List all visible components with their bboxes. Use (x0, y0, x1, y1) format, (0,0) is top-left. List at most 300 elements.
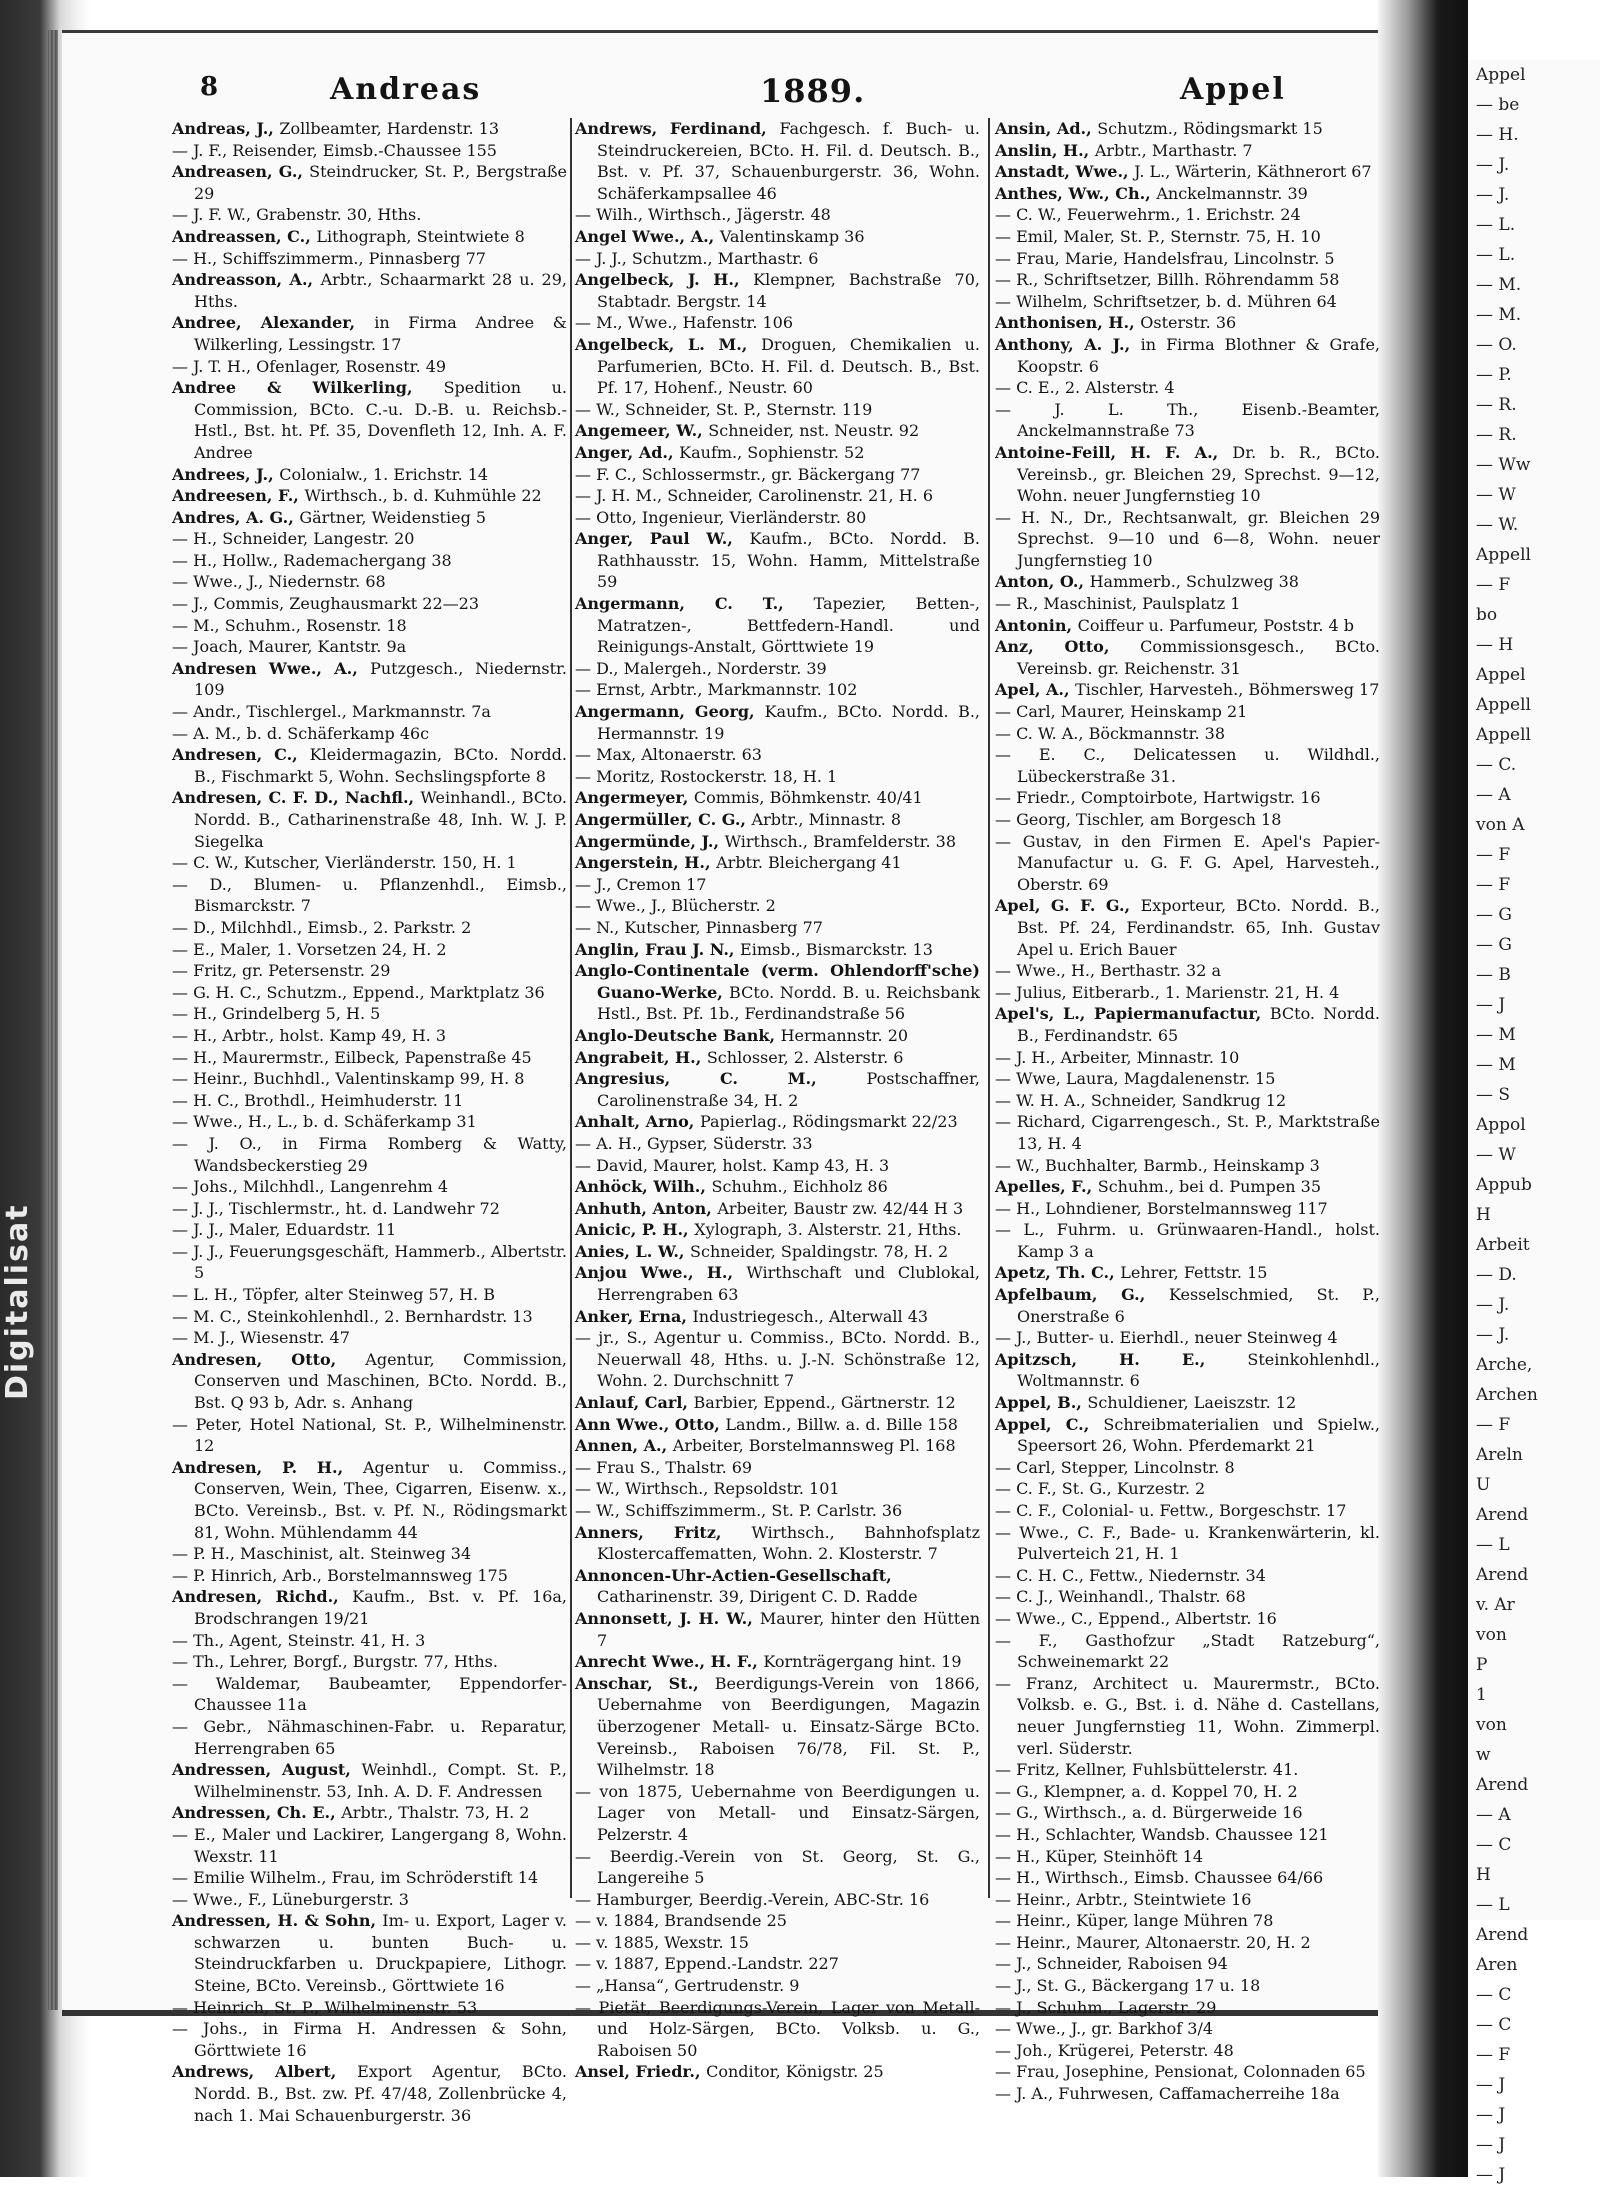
entry-details: Beerdigungs-Verein von 1866, Uebernahme von Beerdigungen, Magazin überzogener Metall- u. Einsatz-Särge BCto. Vereinsb., Raboisen 76/78, Fil. St. P., Wilhelmstr. 18 (597, 1673, 980, 1780)
entry-details: — Wwe, Laura, Magdalenenstr. 15 (995, 1069, 1276, 1089)
directory-entry (172, 1867, 567, 1889)
entry-details: — F., Gasthofzur „Stadt Ratzeburg“, Schweinemarkt 22 (995, 1630, 1380, 1672)
directory-entry (575, 809, 980, 831)
directory-entry (172, 204, 567, 226)
entry-details: — J., Commis, Zeughausmarkt 22—23 (172, 594, 480, 614)
entry-details: Lithograph, Steintwiete 8 (316, 226, 525, 246)
entry-name: Andresen, C., (172, 745, 310, 765)
facing-page-line: — H (1476, 635, 1514, 655)
entry-details: — H. C., Brothdl., Heimhuderstr. 11 (172, 1090, 464, 1110)
entry-details: — A. H., Gypser, Süderstr. 33 (575, 1133, 813, 1153)
directory-entry (575, 593, 980, 658)
directory-entry (172, 356, 567, 378)
directory-entry (575, 1673, 980, 1781)
entry-details: — Heinr., Maurer, Altonaerstr. 20, H. 2 (995, 1932, 1311, 1952)
directory-entry (995, 1349, 1380, 1392)
directory-entry (575, 1565, 980, 1608)
entry-name: Apetz, Th. C., (995, 1263, 1121, 1283)
directory-entry (995, 1003, 1380, 1046)
entry-name: Apel, A., (995, 680, 1076, 700)
directory-entry (995, 615, 1380, 637)
entry-name: Andree & Wilkerling, (172, 378, 444, 398)
entry-details: — Joh., Krügerei, Peterstr. 48 (995, 2040, 1234, 2060)
entry-details: Arbtr., Thalstr. 73, H. 2 (341, 1803, 530, 1823)
directory-entry (172, 744, 567, 787)
directory-entry (995, 895, 1380, 960)
directory-entry (995, 1608, 1380, 1630)
entry-name: Angel Wwe., A., (575, 226, 720, 246)
entry-details: — J. F. W., Grabenstr. 30, Hths. (172, 205, 422, 225)
directory-entry (172, 960, 567, 982)
directory-entry (172, 1025, 567, 1047)
entry-details: Arbtr. Bleichergang 41 (716, 853, 902, 873)
facing-page-line: H (1476, 1205, 1491, 1225)
directory-entry (575, 1155, 980, 1177)
entry-name: Anthes, Ww., Ch., (995, 183, 1157, 203)
entry-details: — Wwe., J., gr. Barkhof 3/4 (995, 2019, 1214, 2039)
directory-entry (575, 874, 980, 896)
facing-page-line: — F (1476, 1415, 1511, 1435)
directory-entry (995, 1262, 1380, 1284)
entry-details: — W. H. A., Schneider, Sandkrug 12 (995, 1090, 1287, 1110)
directory-entry (575, 831, 980, 853)
entry-details: — J., Butter- u. Eierhdl., neuer Steinweg 4 (995, 1328, 1338, 1348)
entry-name: Andressen, August, (172, 1760, 362, 1780)
directory-entry (575, 1176, 980, 1198)
entry-details: — Peter, Hotel National, St. P., Wilhelminenstr. 12 (172, 1414, 567, 1456)
directory-entry (575, 204, 980, 226)
entry-details: — Johs., Milchhdl., Langenrehm 4 (172, 1177, 449, 1197)
directory-entry (575, 1953, 980, 1975)
directory-entry (995, 183, 1380, 205)
directory-entry (995, 1198, 1380, 1220)
entry-name: Anger, Ad., (575, 442, 680, 462)
entry-details: — Wwe., C. F., Bade- u. Krankenwärterin, kl. Pulverteich 21, H. 1 (995, 1522, 1380, 1564)
entry-name: Anhuth, Anton, (575, 1198, 718, 1218)
entry-details: — Heinr., Küper, lange Mühren 78 (995, 1911, 1274, 1931)
facing-page-line: — A (1476, 1805, 1511, 1825)
directory-entry (172, 2061, 567, 2126)
entry-details: — H., Maurermstr., Eilbeck, Papenstraße 45 (172, 1047, 532, 1067)
facing-page-line: — S (1476, 1085, 1511, 1105)
entry-details: — G., Wirthsch., a. d. Bürgerweide 16 (995, 1803, 1303, 1823)
entry-details: — v. 1887, Eppend.-Landstr. 227 (575, 1954, 839, 1974)
directory-entry (995, 140, 1380, 162)
entry-details: — G. H. C., Schutzm., Eppend., Marktplatz 36 (172, 982, 545, 1002)
entry-name: Anlauf, Carl, (575, 1393, 694, 1413)
entry-details: Im- u. Export, Lager v. schwarzen u. bunten Buch- u. Steindruckfarben u. Druckpapiere, Lithogr. Steine, BCto. Vereinsb., Görttwiete 16 (194, 1911, 567, 1996)
entry-details: — Emilie Wilhelm., Frau, im Schröderstift 14 (172, 1868, 539, 1888)
directory-entry (172, 1306, 567, 1328)
entry-name: Anthonisen, H., (995, 313, 1141, 333)
directory-column-1 (172, 118, 568, 2125)
entry-name: Angermünde, J., (575, 831, 725, 851)
entry-details: — J. O., in Firma Romberg & Watty, Wandsbeckerstieg 29 (172, 1133, 567, 1175)
directory-entry (172, 1327, 567, 1349)
directory-entry (995, 982, 1380, 1004)
entry-details: — Friedr., Comptoirbote, Hartwigstr. 16 (995, 788, 1321, 808)
entry-details: — J. J., Tischlermstr., ht. d. Landwehr 72 (172, 1198, 500, 1218)
entry-details: — David, Maurer, holst. Kamp 43, H. 3 (575, 1155, 890, 1175)
entry-details: — P. Hinrich, Arb., Borstelmannsweg 175 (172, 1565, 508, 1585)
facing-page-line: Appell (1476, 545, 1531, 565)
facing-page-line: w (1476, 1745, 1491, 1765)
entry-name: Angermüller, C. G., (575, 810, 752, 829)
entry-details: — Waldemar, Baubeamter, Eppendorfer-Chaussee 11a (172, 1673, 567, 1715)
facing-page-line: Arend (1476, 1925, 1529, 1945)
directory-entry (172, 118, 567, 140)
entry-details: Wirthsch., Bahnhofsplatz Klostercaffematten, Wohn. 2. Klosterstr. 7 (597, 1522, 980, 1564)
entry-details: — Wwe., C., Eppend., Albertstr. 16 (995, 1608, 1277, 1628)
entry-details: Schuldiener, Laeiszstr. 12 (1087, 1393, 1297, 1413)
entry-details: Exporteur, BCto. Nordd. B., Bst. Pf. 24, Ferdinandstr. 65, Inh. Gustav Apel u. Erich Bauer (1017, 896, 1380, 959)
entry-name: Andressen, H. & Sohn, (172, 1911, 383, 1931)
directory-entry (995, 787, 1380, 809)
entry-details: — J. J., Maler, Eduardstr. 11 (172, 1220, 397, 1240)
facing-page-line: 1 (1476, 1685, 1487, 1705)
directory-entry (172, 1284, 567, 1306)
directory-entry (575, 939, 980, 961)
entry-details: — Otto, Ingenieur, Vierländerstr. 80 (575, 507, 867, 527)
directory-entry (575, 1327, 980, 1392)
directory-entry (575, 2061, 980, 2083)
entry-details: — F. C., Schlossermstr., gr. Bäckergang 77 (575, 464, 921, 484)
entry-details: — W., Wirthsch., Repsoldstr. 101 (575, 1479, 840, 1499)
entry-details: — Franz, Architect u. Maurermstr., BCto. Volksb. e. G., Bst. i. d. Nähe d. Castellans, neuer Jungfernstieg 11, Wohn. Zimmerpl. verl. Süderstr. (995, 1673, 1380, 1758)
entry-name: Angemeer, W., (575, 421, 709, 441)
entry-details: — D., Milchhdl., Eimsb., 2. Parkstr. 2 (172, 917, 472, 937)
entry-details: — Carl, Maurer, Heinskamp 21 (995, 702, 1248, 722)
entry-details: Kaufm., BCto. Nordd. B., Hermannstr. 19 (597, 702, 981, 743)
entry-name: Anschar, St., (575, 1673, 715, 1693)
directory-entry (995, 1457, 1380, 1479)
entry-details: — C. W., Feuerwehrm., 1. Erichstr. 24 (995, 205, 1301, 225)
entry-details: — Th., Lehrer, Borgf., Burgstr. 77, Hths. (172, 1652, 498, 1672)
directory-entry (995, 1910, 1380, 1932)
directory-entry (995, 1327, 1380, 1349)
directory-entry (995, 1953, 1380, 1975)
entry-details: — Carl, Stepper, Lincolnstr. 8 (995, 1457, 1235, 1477)
facing-page-line: — C (1476, 1985, 1512, 2005)
facing-page-line: — L. (1476, 245, 1516, 265)
entry-details: Kaufm., BCto. Nordd. B. Rathhausstr. 15, Wohn. Hamm, Mittelstraße 59 (597, 529, 980, 592)
directory-entry (995, 1673, 1380, 1759)
side-watermark-label: Digitalisat (0, 1203, 35, 1400)
directory-entry (575, 1133, 980, 1155)
directory-entry (995, 161, 1380, 183)
directory-entry (575, 766, 980, 788)
facing-page-line: — Ww (1476, 455, 1531, 475)
directory-entry (172, 701, 567, 723)
directory-entry (575, 1932, 980, 1954)
entry-details: — C. H. C., Fettw., Niedernstr. 34 (995, 1565, 1266, 1585)
directory-entry (995, 2018, 1380, 2040)
header-year: 1889. (760, 72, 866, 110)
entry-details: — H., Wirthsch., Eimsb. Chaussee 64/66 (995, 1868, 1324, 1888)
entry-details: — D., Malergeh., Norderstr. 39 (575, 658, 827, 678)
entry-name: Anslin, H., (995, 140, 1095, 160)
facing-page-line: — C. (1476, 755, 1517, 775)
entry-details: — M., Wwe., Hafenstr. 106 (575, 313, 794, 333)
entry-details: — H. N., Dr., Rechtsanwalt, gr. Bleichen 29 Sprechst. 9—10 und 6—8, Wohn. neuer Jungfernstieg 10 (995, 507, 1380, 570)
facing-page-fragment (1468, 60, 1600, 2185)
entry-details: Kleidermagazin, BCto. Nordd. B., Fischmarkt 5, Wohn. Sechslingspforte 8 (194, 745, 567, 786)
page-number: 8 (200, 72, 219, 102)
directory-entry (575, 420, 980, 442)
entry-details: Catharinenstr. 39, Dirigent C. D. Radde (597, 1587, 918, 1607)
directory-entry (995, 723, 1380, 745)
directory-entry (995, 809, 1380, 831)
entry-details: — v. 1884, Brandsende 25 (575, 1911, 787, 1931)
entry-details: — Wilhelm, Schriftsetzer, b. d. Mühren 64 (995, 291, 1337, 311)
directory-entry (995, 1047, 1380, 1069)
facing-page-line: — J (1476, 995, 1506, 1015)
entry-details: — Heinrich, St. P., Wilhelminenstr. 53 (172, 1997, 478, 2017)
directory-entry (172, 1133, 567, 1176)
entry-details: — A. M., b. d. Schäferkamp 46c (172, 723, 430, 743)
entry-details: — L. H., Töpfer, alter Steinweg 57, H. B (172, 1285, 495, 1305)
entry-details: — J. J., Feuerungsgeschäft, Hammerb., Albertstr. 5 (172, 1241, 567, 1283)
entry-name: Andree, Alexander, (172, 313, 375, 333)
facing-page-line: — L (1476, 1535, 1510, 1555)
directory-entry (575, 1025, 980, 1047)
entry-name: Anz, Otto, (995, 637, 1141, 657)
directory-entry (172, 939, 567, 961)
entry-details: Schneider, nst. Neustr. 92 (708, 421, 920, 441)
facing-page-line: — W. (1476, 515, 1519, 535)
directory-entry (995, 1500, 1380, 1522)
directory-entry (575, 679, 980, 701)
entry-name: Apel's, L., Papiermanufactur, (995, 1004, 1270, 1024)
directory-entry (995, 744, 1380, 787)
directory-entry (575, 744, 980, 766)
entry-name: Andreassen, C., (172, 226, 317, 246)
directory-entry (172, 140, 567, 162)
directory-entry (995, 399, 1380, 442)
entry-details: — H., Schiffszimmerm., Pinnasberg 77 (172, 248, 486, 268)
entry-details: Tapezier, Betten-, Matratzen-, Bettfedern-Handl. und Reinigungs-Anstalt, Görttwiete 19 (597, 594, 980, 657)
directory-entry (575, 1781, 980, 1846)
column-separator (570, 118, 572, 1898)
entry-details: Arbeiter, Baustr zw. 42/44 H 3 (717, 1198, 964, 1218)
entry-details: — Emil, Maler, St. P., Sternstr. 75, H. 10 (995, 226, 1321, 246)
directory-entry (172, 464, 567, 486)
directory-entry (995, 1176, 1380, 1198)
entry-details: — Heinr., Arbtr., Steintwiete 16 (995, 1889, 1252, 1909)
directory-entry (575, 464, 980, 486)
entry-details: Hermannstr. 20 (780, 1025, 909, 1045)
entry-details: Kornträgergang hint. 19 (763, 1652, 962, 1672)
facing-page-line: — M (1476, 1055, 1516, 1075)
directory-entry (575, 528, 980, 593)
entry-name: Andres, A. G., (172, 507, 300, 527)
facing-page-line: Appol (1476, 1115, 1526, 1135)
directory-entry (172, 1003, 567, 1025)
directory-entry (995, 679, 1380, 701)
directory-entry (172, 1630, 567, 1652)
directory-entry (995, 1111, 1380, 1154)
directory-entry (172, 1673, 567, 1716)
directory-entry (995, 1781, 1380, 1803)
facing-page-line: — J. (1476, 1325, 1510, 1345)
entry-details: — Wwe., H., Berthastr. 32 a (995, 961, 1221, 981)
directory-entry (995, 312, 1380, 334)
entry-details: BCto. Nordd. B. u. Reichsbank Hstl., Bst. Pf. 1b., Ferdinandstraße 56 (597, 982, 981, 1024)
entry-details: Barbier, Eppend., Gärtnerstr. 12 (693, 1393, 956, 1413)
directory-entry (575, 226, 980, 248)
entry-details: Schuhm., bei d. Pumpen 35 (1097, 1177, 1322, 1197)
facing-page-line: — J. (1476, 155, 1510, 175)
facing-page-line: — F (1476, 845, 1511, 865)
directory-entry (575, 507, 980, 529)
directory-entry (995, 636, 1380, 679)
directory-entry (995, 1630, 1380, 1673)
entry-details: J. L., Wärterin, Käthnerort 67 (1134, 162, 1372, 182)
directory-entry (575, 1306, 980, 1328)
entry-details: Gärtner, Weidenstieg 5 (299, 507, 487, 527)
entry-name: Appel, B., (995, 1393, 1088, 1413)
entry-name: Angresius, C. M., (575, 1069, 867, 1089)
entry-details: Tischler, Harvesteh., Böhmersweg 17 (1075, 680, 1380, 700)
entry-details: Coiffeur u. Parfumeur, Poststr. 4 b (1077, 615, 1355, 635)
directory-entry (995, 1997, 1380, 2019)
entry-name: Ansin, Ad., (995, 119, 1098, 138)
entry-details: — M., Schuhm., Rosenstr. 18 (172, 615, 407, 635)
directory-entry (172, 1651, 567, 1673)
entry-name: Anker, Erna, (575, 1306, 693, 1326)
page-stack-edge (48, 30, 58, 2010)
entry-details: Eimsb., Bismarckstr. 13 (740, 939, 933, 959)
directory-entry (575, 1846, 980, 1889)
facing-page-line: — B (1476, 965, 1511, 985)
directory-entry (575, 1910, 980, 1932)
entry-details: Arbtr., Minnastr. 8 (751, 810, 902, 829)
directory-entry (995, 507, 1380, 572)
entry-details: — J. H. M., Schneider, Carolinenstr. 21, H. 6 (575, 486, 933, 506)
entry-details: — J. A., Fuhrwesen, Caffamacherreihe 18a (995, 2084, 1340, 2104)
entry-details: — E., Maler, 1. Vorsetzen 24, H. 2 (172, 939, 447, 959)
entry-name: Anrecht Wwe., H. F., (575, 1652, 764, 1672)
directory-entry (575, 1392, 980, 1414)
directory-entry (172, 615, 567, 637)
directory-entry (575, 1047, 980, 1069)
entry-details: — J. F., Reisender, Eimsb.-Chaussee 155 (172, 140, 497, 160)
entry-name: Anhalt, Arno, (575, 1112, 700, 1132)
entry-details: — Pietät, Beerdigungs-Verein, Lager von Metall- und Holz-Särgen, BCto. Volksb. u. G., Raboisen 50 (575, 1997, 980, 2060)
entry-details: — L., Fuhrm. u. Grünwaaren-Handl., holst. Kamp 3 a (995, 1220, 1380, 1261)
directory-entry (172, 852, 567, 874)
entry-details: Schreibmaterialien und Spielw., Speersort 26, Wohn. Pferdemarkt 21 (1017, 1414, 1380, 1456)
entry-name: Apfelbaum, G., (995, 1285, 1169, 1305)
facing-page-line: — W (1476, 485, 1516, 505)
entry-details: — W., Buchhalter, Barmb., Heinskamp 3 (995, 1155, 1320, 1175)
directory-entry (995, 1414, 1380, 1457)
entry-name: Annoncen-Uhr-Actien-Gesellschaft, (575, 1565, 892, 1585)
entry-name: Andreas, J., (172, 119, 280, 138)
entry-name: Anstadt, Wwe., (995, 162, 1135, 182)
entry-details: — Johs., in Firma H. Andressen & Sohn, Görttwiete 16 (172, 2019, 567, 2060)
entry-details: — J. T. H., Ofenlager, Rosenstr. 49 (172, 356, 447, 376)
directory-entry (575, 1651, 980, 1673)
directory-entry (172, 1068, 567, 1090)
entry-details: — Richard, Cigarrengesch., St. P., Marktstraße 13, H. 4 (995, 1112, 1380, 1153)
directory-entry (995, 2040, 1380, 2062)
directory-entry (995, 118, 1380, 140)
facing-page-line: — M (1476, 1025, 1516, 1045)
facing-page-line: — R. (1476, 395, 1517, 415)
facing-page-line: — D. (1476, 1265, 1517, 1285)
directory-entry (575, 1111, 980, 1133)
entry-details: BCto. Nordd. B., Ferdinandstr. 65 (1017, 1004, 1380, 1045)
entry-details: — H., Lohndiener, Borstelmannsweg 117 (995, 1198, 1328, 1218)
entry-name: Anger, Paul W., (575, 529, 750, 549)
directory-entry (172, 658, 567, 701)
directory-entry (995, 1155, 1380, 1177)
entry-details: — C. J., Weinhandl., Thalstr. 68 (995, 1587, 1246, 1607)
directory-entry (995, 1219, 1380, 1262)
entry-name: Anhöck, Wilh., (575, 1177, 712, 1197)
directory-entry (575, 1608, 980, 1651)
facing-page-line: — J (1476, 2075, 1506, 2095)
entry-details: — Andr., Tischlergel., Markmannstr. 7a (172, 702, 491, 722)
directory-entry (995, 226, 1380, 248)
facing-page-line: Appell (1476, 695, 1531, 715)
facing-page-line: — R. (1476, 425, 1517, 445)
entry-name: Andreasen, G., (172, 162, 310, 182)
directory-entry (172, 1802, 567, 1824)
entry-details: in Firma Blothner & Grafe, Koopstr. 6 (1017, 334, 1381, 376)
directory-entry (995, 960, 1380, 982)
entry-details: — H., Schneider, Langestr. 20 (172, 529, 415, 549)
directory-entry (172, 1910, 567, 1996)
entry-name: Antoine-Feill, H. F. A., (995, 442, 1233, 462)
directory-entry (575, 1068, 980, 1111)
directory-entry (172, 1111, 567, 1133)
entry-name: Angelbeck, J. H., (575, 270, 754, 290)
directory-entry (172, 1997, 567, 2019)
entry-name: Ann Wwe., Otto, (575, 1414, 726, 1434)
entry-name: Angermann, C. T., (575, 594, 814, 614)
entry-details: Landm., Billw. a. d. Bille 158 (725, 1414, 958, 1434)
facing-page-line: — M. (1476, 275, 1522, 295)
facing-page-line: Areln (1476, 1445, 1523, 1465)
entry-name: Andrews, Albert, (172, 2062, 358, 2082)
directory-entry (995, 2061, 1380, 2083)
entry-details: Schuhm., Eichholz 86 (711, 1177, 888, 1197)
directory-entry (995, 1932, 1380, 1954)
directory-entry (172, 269, 567, 312)
entry-name: Angermeyer, (575, 788, 694, 808)
entry-details: — Hamburger, Beerdig.-Verein, ABC-Str. 16 (575, 1889, 930, 1909)
directory-entry (172, 1824, 567, 1867)
directory-entry (172, 161, 567, 204)
directory-entry (172, 917, 567, 939)
entry-name: Apel, G. F. G., (995, 896, 1141, 916)
entry-details: Steindrucker, St. P., Bergstraße 29 (194, 162, 567, 203)
directory-entry (575, 1457, 980, 1479)
directory-entry (995, 1759, 1380, 1781)
directory-entry (172, 1198, 567, 1220)
directory-entry (995, 701, 1380, 723)
directory-entry (575, 334, 980, 399)
facing-page-line: — W (1476, 1145, 1516, 1165)
entry-details: — Wwe., J., Blücherstr. 2 (575, 896, 776, 916)
directory-entry (575, 269, 980, 312)
entry-details: — Ernst, Arbtr., Markmannstr. 102 (575, 680, 858, 700)
facing-page-line: — A (1476, 785, 1511, 805)
entry-details: Export Agentur, BCto. Nordd. B., Bst. zw. Pf. 47/48, Zollenbrücke 4, nach 1. Mai Schauenburgerstr. 36 (194, 2062, 567, 2125)
entry-name: Angerstein, H., (575, 853, 717, 873)
